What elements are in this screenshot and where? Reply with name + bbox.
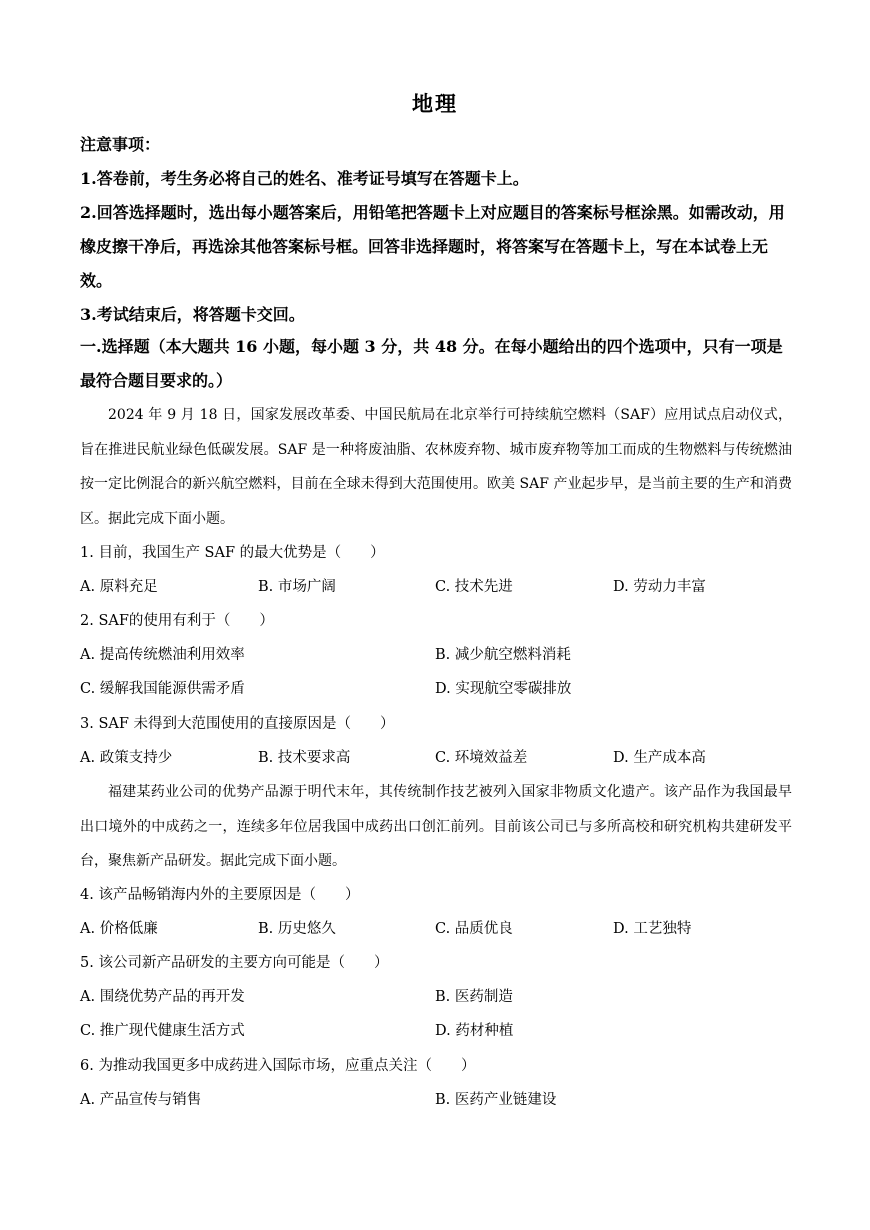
question-2-stem: 2. SAF的使用有利于（ ）: [80, 613, 274, 629]
question-5-option-a: A. 围绕优势产品的再开发: [80, 989, 245, 1005]
notes-section: [80, 128, 792, 332]
question-1-stem: 1. 目前，我国生产 SAF 的最大优势是（ ）: [80, 545, 385, 561]
notes-item-2: 2.回答选择题时，选出每小题答案后，用铅笔把答题卡上对应题目的答案标号框涂黑。如需改动，用橡皮擦干净后，再选涂其他答案标号框。回答非选择题时，将答案写在答题卡上，写在本试卷上无效。: [80, 203, 785, 290]
question-2-option-a: A. 提高传统燃油利用效率: [80, 647, 245, 663]
section-heading: 一.选择题（本大题共 16 小题，每小题 3 分，共 48 分。在每小题给出的四个选项中，只有一项是最符合题目要求的。）: [80, 337, 783, 390]
question-3-option-d: D. 生产成本高: [613, 750, 706, 766]
question-2-option-d: D. 实现航空零碳排放: [435, 681, 572, 697]
question-6-option-b: B. 医药产业链建设: [435, 1092, 557, 1108]
question-5-option-b: B. 医药制造: [435, 989, 513, 1005]
question-2-option-c: C. 缓解我国能源供需矛盾: [80, 681, 245, 697]
question-3-option-b: B. 技术要求高: [258, 750, 351, 766]
question-1-option-d: D. 劳动力丰富: [613, 579, 706, 595]
question-3-option-a: A. 政策支持少: [80, 750, 173, 766]
question-3-stem: 3. SAF 未得到大范围使用的直接原因是（ ）: [80, 716, 395, 732]
question-5-stem: 5. 该公司新产品研发的主要方向可能是（ ）: [80, 955, 389, 971]
question-3-option-c: C. 环境效益差: [435, 750, 528, 766]
question-1-option-a: A. 原料充足: [80, 579, 158, 595]
question-1-option-b: B. 市场广阔: [258, 579, 336, 595]
passage-1: 2024 年 9 月 18 日，国家发展改革委、中国民航局在北京举行可持续航空燃料（SAF）应用试点启动仪式，旨在推进民航业绿色低碳发展。SAF 是一种将废油脂、农林废弃物、城市废弃物等加工而成的生物燃料与传统燃油按一定比例混合的新兴航空燃料，目前在全球未得到大范围使用。欧美 SAF 产业起步早，是当前主要的生产和消费区。据此完成下面小题。: [80, 407, 792, 527]
question-1-option-c: C. 技术先进: [435, 579, 513, 595]
passage-2: 福建某药业公司的优势产品源于明代末年，其传统制作技艺被列入国家非物质文化遗产。该产品作为我国最早出口境外的中成药之一，连续多年位居我国中成药出口创汇前列。目前该公司已与多所高校和研究机构共建研发平台，聚焦新产品研发。据此完成下面小题。: [80, 784, 792, 869]
question-2-option-b: B. 减少航空燃料消耗: [435, 647, 571, 663]
question-5-option-c: C. 推广现代健康生活方式: [80, 1023, 245, 1039]
question-4-option-d: D. 工艺独特: [613, 921, 692, 937]
page-title: 地理: [412, 91, 458, 116]
notes-heading: 注意事项：: [80, 135, 161, 154]
notes-item-3: 3.考试结束后，将答题卡交回。: [80, 305, 305, 324]
question-4-option-c: C. 品质优良: [435, 921, 513, 937]
question-6-stem: 6. 为推动我国更多中成药进入国际市场，应重点关注（ ）: [80, 1058, 476, 1074]
question-5-option-d: D. 药材种植: [435, 1023, 514, 1039]
question-4-stem: 4. 该产品畅销海内外的主要原因是（ ）: [80, 887, 360, 903]
question-4-option-a: A. 价格低廉: [80, 921, 158, 937]
question-4-option-b: B. 历史悠久: [258, 921, 336, 937]
question-6-option-a: A. 产品宣传与销售: [80, 1092, 202, 1108]
notes-item-1: 1.答卷前，考生务必将自己的姓名、准考证号填写在答题卡上。: [80, 169, 529, 188]
